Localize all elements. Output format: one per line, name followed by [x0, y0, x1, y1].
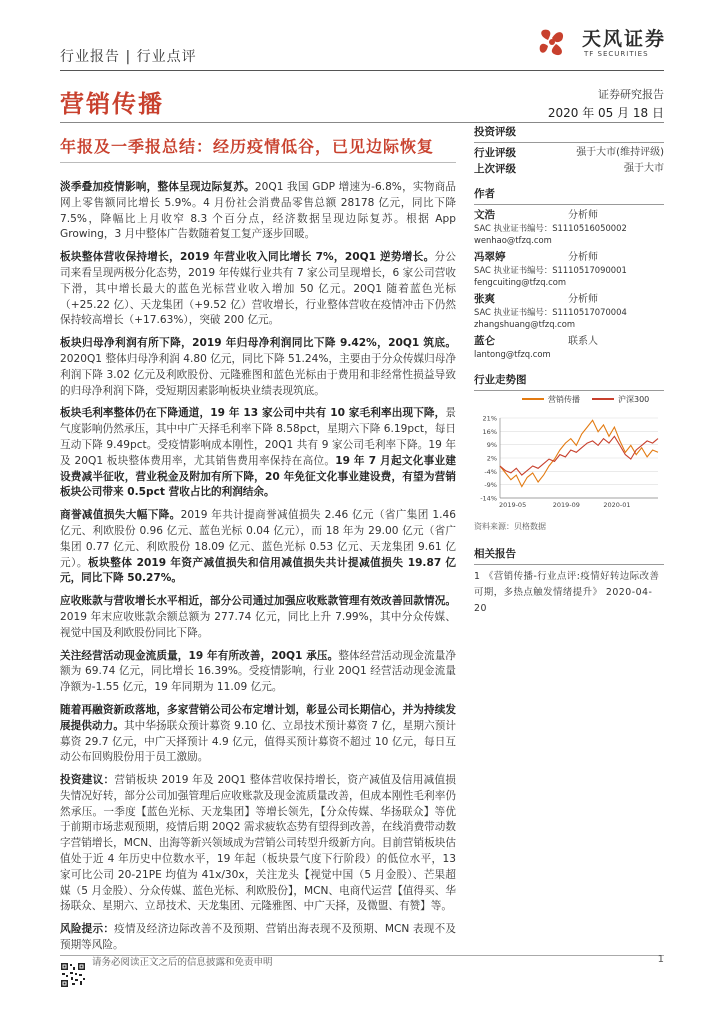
main-body [60, 180, 456, 961]
series-line-沪深300 [500, 436, 658, 475]
paragraph-lead: 应收账款与营收增长水平相近，部分公司通过加强应收账款管理有效改善回款情况。 [60, 595, 456, 608]
paragraph-lead: 淡季叠加疫情影响，整体呈现边际复苏。 [60, 181, 255, 193]
subtitle-divider [60, 162, 456, 163]
rating-value: 强于大市 [624, 163, 664, 174]
paragraph-lead: 板块整体营收保持增长，2019 年营业收入同比增长 7%，20Q1 逆势增长。 [60, 251, 435, 264]
paragraph [60, 336, 456, 399]
page-title: 营销传播 [60, 90, 164, 118]
paragraph-text: 疫情及经济边际改善不及预期、营销出海表现不及预期、MCN 表现不及预期等风险。 [60, 923, 457, 952]
paragraph-text: 分公司来看呈现两极分化态势，2019 年传媒行业共有 7 家公司呈现增长，6 家公司营收下滑，其中增长最大的蓝色光标营业收入增加 50 亿元。20Q1 随着蓝色光标（+25.22 亿）、天龙集团（+9.52 亿）营收增长，行业整体营收在疫情冲击下仍然保持较高增长（+17.63%），突破 200 亿元。 [60, 251, 457, 327]
y-tick-label: -14% [480, 494, 497, 503]
rating-divider [474, 142, 664, 143]
authors-panel [474, 186, 664, 360]
x-tick-label: 2019-09 [552, 501, 580, 509]
legend-label: 营销传播 [548, 395, 580, 404]
author-cert: SAC 执业证书编号：S1110517070004 [474, 307, 627, 317]
trend-heading: 行业走势图 [474, 374, 527, 386]
paragraph-lead: 关注经营活动现金流质量，19 年有所改善，20Q1 承压。 [60, 649, 339, 662]
footer-disclaimer: 请务必阅读正文之后的信息披露和免责申明 [92, 957, 273, 968]
paragraph-text: 整体经营活动现金流量净额为 69.74 亿元，同比增长 16.39%。受疫情影响，行业 20Q1 经营活动现金流量净额为-1.55 亿元，19 年同期为 11.09 亿元。 [60, 649, 456, 694]
paragraph [60, 922, 456, 954]
paragraph-lead: 板块归母净利润有所下降，2019 年归母净利润同比下降 9.42%，20Q1 筑底。 [60, 337, 456, 350]
author-email[interactable]: lantong@tfzq.com [474, 349, 551, 359]
rating-row [474, 161, 664, 177]
author-email[interactable]: fengcuiting@tfzq.com [474, 277, 567, 287]
author-name: 张爽 [474, 293, 495, 305]
author-email[interactable]: zhangshuang@tfzq.com [474, 319, 576, 329]
author-name: 文浩 [474, 209, 495, 221]
trend-chart [474, 388, 664, 538]
legend-label: 沪深300 [618, 395, 650, 404]
logo-en: TF SECURITIES [584, 50, 649, 58]
paragraph-text: 其中华扬联众预计募资 9.10 亿、立昂技术预计募资 7 亿，星期六预计募资 29.7 亿元，中广天择预计 4.9 亿元，值得买预计募资不超过 10 亿元，每日互动公布回购股份用于员工激励。 [60, 719, 457, 764]
paragraph-text: 营销板块 2019 年及 20Q1 整体营收保持增长，资产减值及信用减值损失情况好转，部分公司加强管理后应收账款及现金流质量改善，但成本刚性毛利率仍然承压。一季度【蓝色光标、天龙集团】等增长领先，【分众传媒、华扬联众】等优于前期市场悲观预期，疫情后期 20Q2 需求疲软态势有望得到改善，在线消费带动数字营销增长，MCN、出海等新兴领域成为营销公司转型升级新方向。目前营销板块估值处于近 4 年历史中位数水平，19 年起（板块景气度下行阶段）的低位水平，13 家可比公司 20-21PE 均值为 41x/30x，关注龙头【视觉中国（5 月金股）、芒果超媒（5 月金股）、分众传媒、蓝色光标、利欧股份】，MCN、电商代运营【值得买、华扬联众、星期六、立昂技术、天龙集团、元隆雅图、中广天择，及微盟、有赞】等。 [60, 774, 457, 913]
author-role: 分析师 [568, 210, 598, 221]
author-card [474, 293, 664, 330]
y-tick-label: 16% [482, 427, 497, 436]
report-type: 证券研究报告 [598, 88, 664, 101]
y-tick-label: -4% [484, 467, 497, 476]
related-divider [474, 564, 664, 565]
author-name: 蓝仑 [474, 335, 495, 347]
rating-row [474, 145, 664, 161]
paragraph [60, 773, 456, 915]
qr-code-icon [60, 962, 86, 988]
paragraph-emphasis: 板块整体 2019 年资产减值损失和信用减值损失共计提减值损失 19.87 亿元，同比下降 50.27%。 [60, 556, 456, 585]
report-date: 2020 年 05 月 18 日 [547, 106, 664, 120]
author-card [474, 209, 664, 246]
paragraph [60, 703, 456, 766]
y-tick-label: 9% [486, 441, 497, 450]
related-panel [474, 546, 664, 617]
x-tick-label: 2019-05 [499, 501, 527, 509]
paragraph [60, 406, 456, 501]
rating-value: 强于大市(维持评级) [576, 147, 664, 158]
related-heading: 相关报告 [474, 548, 516, 560]
paragraph-text: 20Q1 我国 GDP 增速为-6.8%，实物商品网上零售额同比增长 5.9%。4 月份社会消费品零售总额 28178 亿元，同比下降 7.5%，降幅比上月收窄 8.3 个百分点，经济数据呈现边际复苏。根据 App Growing，3 月中整体广告数随着复工复产逐步回暖。 [60, 181, 457, 241]
report-category: 行业报告 | 行业点评 [60, 49, 197, 65]
paragraph [60, 594, 456, 641]
authors-divider [474, 204, 664, 205]
paragraph-text: 2019 年末应收账款余额总额为 277.74 亿元，同比上升 7.99%，其中分众传媒、视觉中国及利欧股份同比下降。 [60, 610, 456, 639]
author-cert: SAC 执业证书编号：S1110516050002 [474, 223, 627, 233]
logo-name: 天风证券 [582, 28, 667, 50]
y-tick-label: 2% [486, 454, 497, 463]
chart-source: 资料来源：贝格数据 [474, 522, 546, 531]
rating-panel [474, 124, 664, 177]
rating-label: 上次评级 [474, 163, 516, 175]
author-card [474, 335, 664, 360]
paragraph [60, 649, 456, 696]
author-card [474, 251, 664, 288]
paragraph-text: 景气度影响仍然承压，其中中广天择毛利率下降 8.58pct，星期六下降 6.19pct，每日互动下降 9.49pct。受疫情影响成本刚性，20Q1 共有 9 家公司毛利率下降。19 年及 20Q1 板块整体费用率，尤其销售费用率保持在高位。 [60, 407, 456, 467]
paragraph-lead: 随着再融资新政落地，多家营销公司公布定增计划，彰显公司长期信心，并为持续发展提供动力。 [60, 703, 456, 732]
paragraph-emphasis: 19 年 7 月起文化事业建设费减半征收，营业税金及附加有所下降，20 年免征文化事业建设费，有望为营销板块公司带来 0.5pct 营收占比的利润结余。 [60, 454, 456, 499]
y-tick-label: 21% [482, 414, 497, 423]
x-tick-label: 2020-01 [603, 501, 631, 509]
title-divider [60, 122, 664, 123]
paragraph [60, 250, 456, 329]
paragraph-lead: 风险提示： [60, 923, 115, 936]
paragraph-lead: 商誉减值损失大幅下降。 [60, 509, 181, 522]
header-divider [60, 70, 664, 71]
paragraph-text: 2019 年共计提商誉减值损失 2.46 亿元（省广集团 1.46 亿元、利欧股份 0.96 亿元、蓝色光标 0.04 亿元），而 18 年为 29.00 亿元（省广集团 0.77 亿元、利欧股份 18.09 亿元、蓝色光标 0.53 亿元、天龙集团 9.61 亿元）。 [60, 509, 456, 569]
paragraph [60, 180, 456, 243]
author-role: 分析师 [568, 252, 598, 263]
rating-heading: 投资评级 [474, 126, 516, 138]
report-subtitle: 年报及一季报总结：经历疫情低谷，已见边际恢复 [60, 137, 435, 156]
authors-heading: 作者 [474, 188, 495, 200]
paragraph-lead: 投资建议： [60, 774, 115, 787]
author-role: 联系人 [568, 336, 598, 347]
author-name: 冯翠婷 [474, 251, 506, 263]
author-cert: SAC 执业证书编号：S1110517090001 [474, 265, 627, 275]
paragraph-text: 2020Q1 整体归母净利润 4.80 亿元，同比下降 51.24%，主要由于分众传媒归母净利润下降 3.02 亿元及利欧股份、元隆雅图和蓝色光标由于费用和非经常性损益导致的归母净利润下降，受短期因素影响板块业绩表现筑底。 [60, 352, 456, 397]
related-report-link[interactable]: 1 《营销传播-行业点评:疫情好转边际改善可期，多热点触发情绪提升》 2020-04-20 [474, 571, 660, 614]
author-email[interactable]: wenhao@tfzq.com [474, 235, 552, 245]
page-number: 1 [657, 954, 664, 965]
paragraph [60, 508, 456, 587]
rating-label: 行业评级 [474, 147, 516, 159]
author-role: 分析师 [568, 294, 598, 305]
paragraph-lead: 板块毛利率整体仍在下降通道，19 年 13 家公司中共有 10 家毛利率出现下降， [60, 407, 446, 420]
y-tick-label: -9% [484, 481, 497, 490]
